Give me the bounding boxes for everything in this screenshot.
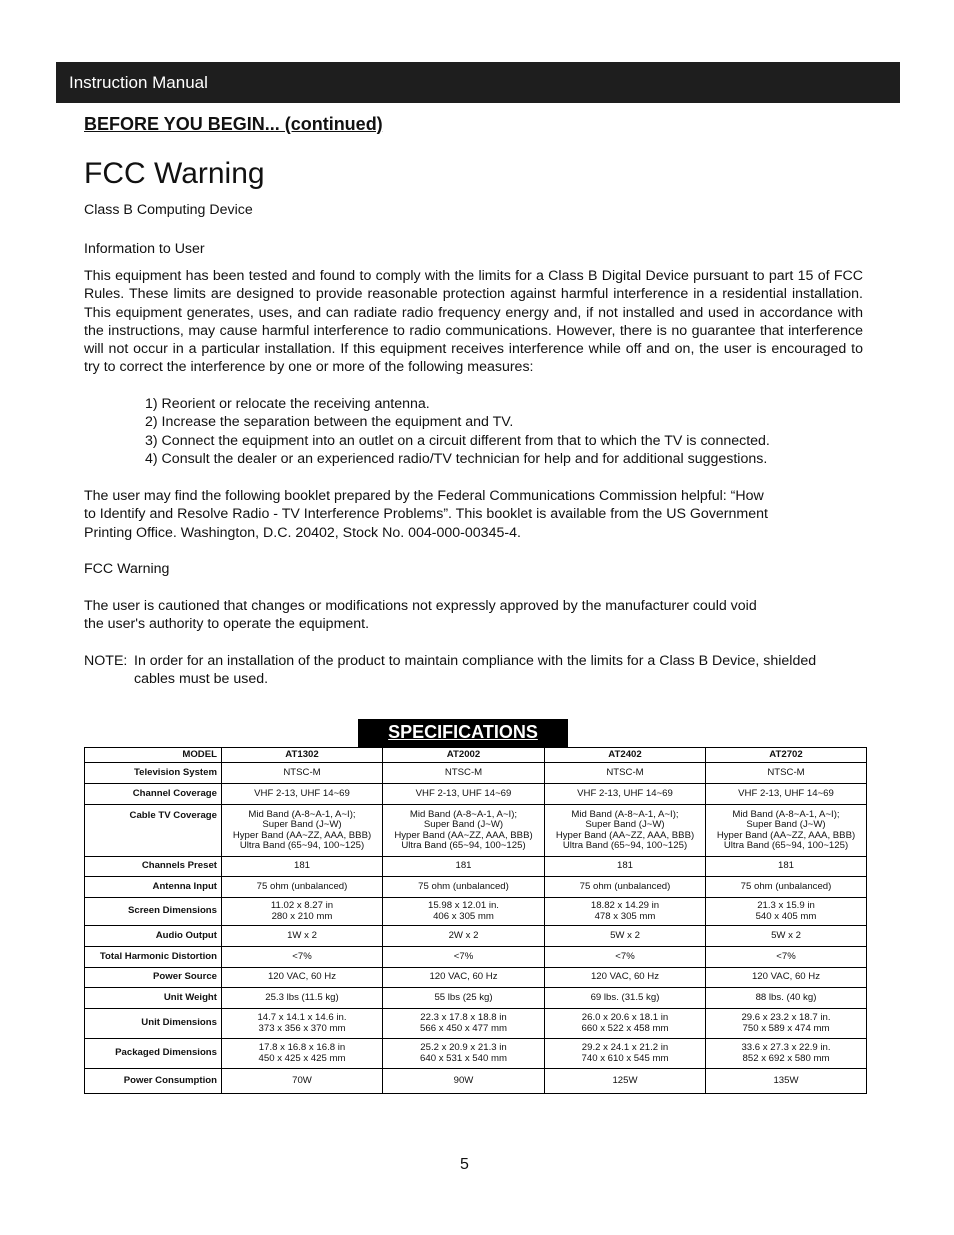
table-cell: 25.3 lbs (11.5 kg) (222, 988, 383, 1009)
table-cell: 75 ohm (unbalanced) (383, 877, 545, 898)
table-cell: 90W (383, 1069, 545, 1094)
main-paragraph: This equipment has been tested and found to comply with the limits for a Class B Digital Device pursuant to part 15 of FCC Rules. These limits are designed to provide reasonable protection against harmful interference in a residential installation. This equipment generates, uses, and can radiate radio frequency energy and, if not installed and used in accordance with the instructions, may cause harmful interference to radio communications. However, there is no guarantee that interference will not occur in a particular installation. If this equipment receives interference while off and on, the user is encouraged to try to correct the interference by one or more of the following measures: (84, 268, 863, 376)
table-cell: Mid Band (A-8~A-1, A~I); Super Band (J~W) Hyper Band (AA~ZZ, AAA, BBB) Ultra Band (65~94, 100~125) (222, 805, 383, 857)
table-header-cell: AT2402 (545, 748, 706, 763)
caution-paragraph (84, 597, 757, 634)
table-cell: 18.82 x 14.29 in 478 x 305 mm (545, 898, 706, 926)
table-cell: 135W (706, 1069, 867, 1094)
table-row (85, 968, 867, 988)
table-row (85, 784, 867, 805)
table-cell: 55 lbs (25 kg) (383, 988, 545, 1009)
table-row (85, 1009, 867, 1039)
table-cell: Mid Band (A-8~A-1, A~I); Super Band (J~W) Hyper Band (AA~ZZ, AAA, BBB) Ultra Band (65~94, 100~125) (383, 805, 545, 857)
row-label: Power Source (85, 968, 222, 988)
booklet-line: to Identify and Resolve Radio - TV Interference Problems”. This booklet is available from the US Government (84, 506, 768, 523)
row-label: Screen Dimensions (85, 898, 222, 926)
table-cell: 15.98 x 12.01 in. 406 x 305 mm (383, 898, 545, 926)
table-header-cell: AT1302 (222, 748, 383, 763)
table-cell: 120 VAC, 60 Hz (545, 968, 706, 988)
measure-item: 2) Increase the separation between the equipment and TV. (145, 414, 514, 431)
table-header-row (85, 748, 867, 763)
booklet-paragraph (84, 487, 768, 542)
row-label: Unit Weight (85, 988, 222, 1009)
page-number: 5 (460, 1156, 469, 1173)
table-cell: 17.8 x 16.8 x 16.8 in 450 x 425 x 425 mm (222, 1039, 383, 1069)
table-cell: 22.3 x 17.8 x 18.8 in 566 x 450 x 477 mm (383, 1009, 545, 1039)
row-label: Television System (85, 763, 222, 784)
table-cell: 181 (545, 857, 706, 877)
table-cell: 88 lbs. (40 kg) (706, 988, 867, 1009)
caution-line: The user is cautioned that changes or modifications not expressly approved by the manufacturer could void (84, 598, 757, 614)
table-cell: 181 (383, 857, 545, 877)
table-cell: Mid Band (A-8~A-1, A~I); Super Band (J~W) Hyper Band (AA~ZZ, AAA, BBB) Ultra Band (65~94, 100~125) (706, 805, 867, 857)
fcc-warning-label: FCC Warning (84, 561, 170, 577)
device-class: Class B Computing Device (84, 202, 253, 218)
header-title: Instruction Manual (69, 73, 208, 92)
table-cell: 120 VAC, 60 Hz (706, 968, 867, 988)
table-cell: 33.6 x 27.3 x 22.9 in. 852 x 692 x 580 mm (706, 1039, 867, 1069)
table-cell: 70W (222, 1069, 383, 1094)
table-cell: VHF 2-13, UHF 14~69 (706, 784, 867, 805)
table-cell: VHF 2-13, UHF 14~69 (545, 784, 706, 805)
table-cell: NTSC-M (222, 763, 383, 784)
table-row (85, 877, 867, 898)
note-paragraph (84, 652, 863, 689)
table-row (85, 898, 867, 926)
info-heading: Information to User (84, 241, 205, 257)
table-cell: <7% (383, 947, 545, 968)
table-cell: VHF 2-13, UHF 14~69 (383, 784, 545, 805)
table-row (85, 805, 867, 857)
row-label: Power Consumption (85, 1069, 222, 1094)
table-header-cell: MODEL (85, 748, 222, 763)
table-cell: 29.6 x 23.2 x 18.7 in. 750 x 589 x 474 mm (706, 1009, 867, 1039)
table-row (85, 988, 867, 1009)
table-row (85, 926, 867, 947)
table-cell: 26.0 x 20.6 x 18.1 in 660 x 522 x 458 mm (545, 1009, 706, 1039)
specifications-title: SPECIFICATIONS (388, 722, 538, 742)
note-label: NOTE: (84, 653, 128, 669)
table-cell: 11.02 x 8.27 in 280 x 210 mm (222, 898, 383, 926)
table-cell: 120 VAC, 60 Hz (222, 968, 383, 988)
row-label: Channels Preset (85, 857, 222, 877)
table-cell: 2W x 2 (383, 926, 545, 947)
table-cell: NTSC-M (383, 763, 545, 784)
table-row (85, 763, 867, 784)
table-cell: NTSC-M (545, 763, 706, 784)
note-line: cables must be used. (134, 671, 269, 688)
note-line: In order for an installation of the product to maintain compliance with the limits for a Class B Device, shielded (134, 653, 817, 669)
page-title: FCC Warning (84, 157, 265, 190)
row-label: Audio Output (85, 926, 222, 947)
row-label: Antenna Input (85, 877, 222, 898)
table-cell: NTSC-M (706, 763, 867, 784)
booklet-line: Printing Office. Washington, D.C. 20402, Stock No. 004-000-00345-4. (84, 524, 521, 541)
table-cell: 5W x 2 (706, 926, 867, 947)
table-cell: Mid Band (A-8~A-1, A~I); Super Band (J~W) Hyper Band (AA~ZZ, AAA, BBB) Ultra Band (65~94, 100~125) (545, 805, 706, 857)
table-cell: <7% (706, 947, 867, 968)
table-cell: 14.7 x 14.1 x 14.6 in. 373 x 356 x 370 mm (222, 1009, 383, 1039)
table-header-cell: AT2702 (706, 748, 867, 763)
table-row (85, 857, 867, 877)
specifications-banner (358, 719, 568, 747)
row-label: Total Harmonic Distortion (85, 947, 222, 968)
table-cell: 181 (706, 857, 867, 877)
table-cell: 125W (545, 1069, 706, 1094)
header-bar (56, 62, 900, 103)
table-cell: 1W x 2 (222, 926, 383, 947)
measures-list (145, 395, 770, 468)
table-header-cell: AT2002 (383, 748, 545, 763)
row-label: Packaged Dimensions (85, 1039, 222, 1069)
specifications-table (84, 747, 867, 1094)
table-cell: VHF 2-13, UHF 14~69 (222, 784, 383, 805)
table-cell: 75 ohm (unbalanced) (222, 877, 383, 898)
section-heading: BEFORE YOU BEGIN... (continued) (84, 114, 383, 134)
table-cell: <7% (222, 947, 383, 968)
table-cell: 29.2 x 24.1 x 21.2 in 740 x 610 x 545 mm (545, 1039, 706, 1069)
table-cell: 75 ohm (unbalanced) (706, 877, 867, 898)
table-cell: 181 (222, 857, 383, 877)
table-cell: 75 ohm (unbalanced) (545, 877, 706, 898)
table-cell: 25.2 x 20.9 x 21.3 in 640 x 531 x 540 mm (383, 1039, 545, 1069)
booklet-line: The user may find the following booklet prepared by the Federal Communications Commission helpful: “How (84, 488, 764, 504)
table-row (85, 1069, 867, 1094)
row-label: Cable TV Coverage (85, 805, 222, 857)
table-cell: <7% (545, 947, 706, 968)
measure-item: 1) Reorient or relocate the receiving antenna. (145, 396, 430, 412)
row-label: Channel Coverage (85, 784, 222, 805)
table-cell: 120 VAC, 60 Hz (383, 968, 545, 988)
table-cell: 69 lbs. (31.5 kg) (545, 988, 706, 1009)
table-row (85, 1039, 867, 1069)
measure-item: 4) Consult the dealer or an experienced radio/TV technician for help and for additional suggestions. (145, 450, 768, 467)
measure-item: 3) Connect the equipment into an outlet on a circuit different from that to which the TV is connected. (145, 432, 770, 449)
table-row (85, 947, 867, 968)
table-cell: 5W x 2 (545, 926, 706, 947)
caution-line: the user's authority to operate the equipment. (84, 616, 370, 633)
table-cell: 21.3 x 15.9 in 540 x 405 mm (706, 898, 867, 926)
row-label: Unit Dimensions (85, 1009, 222, 1039)
